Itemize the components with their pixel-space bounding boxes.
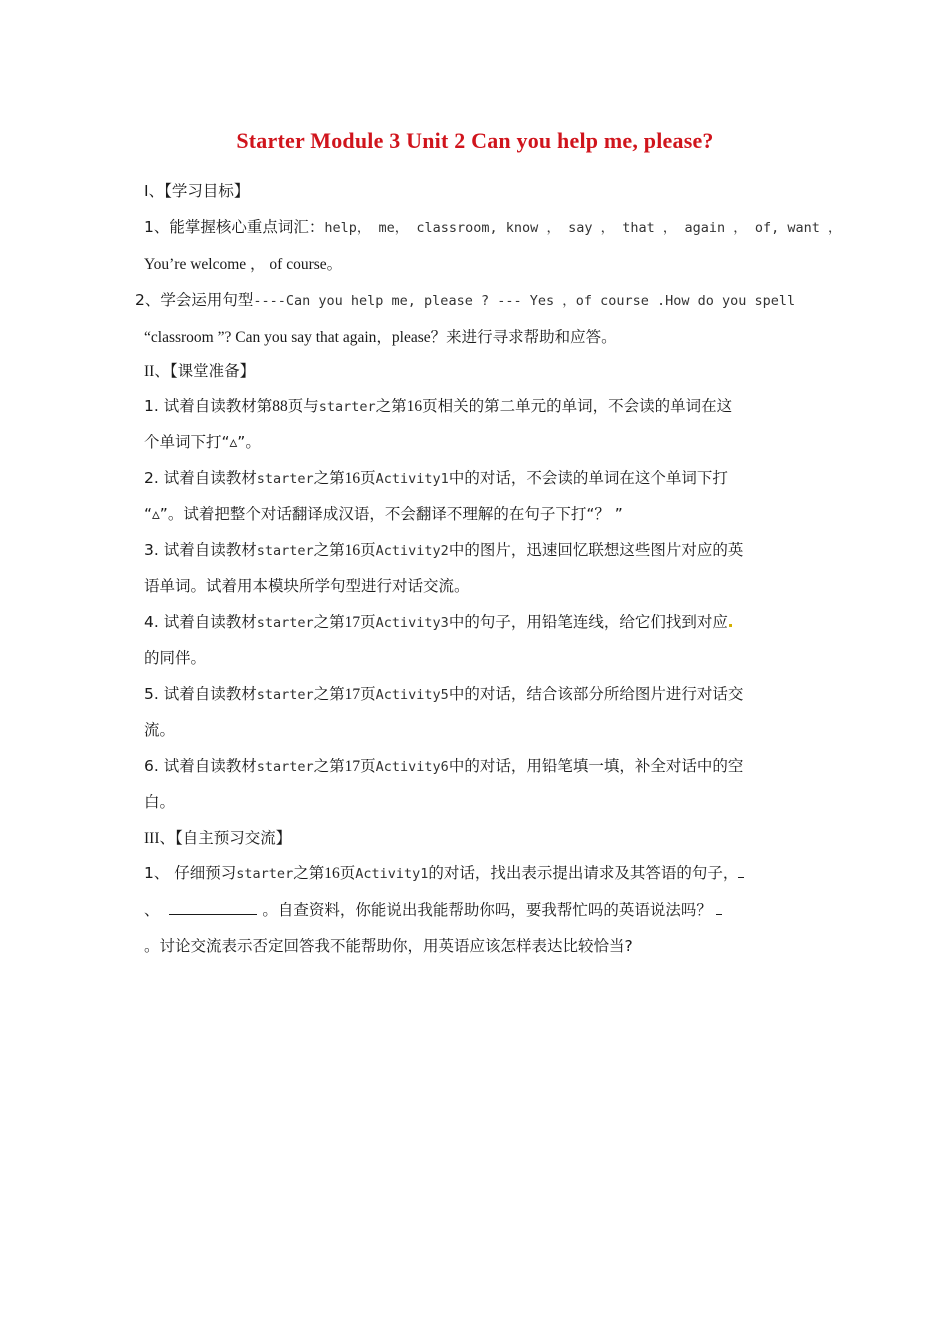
activity-name: Activity5 xyxy=(375,687,449,703)
book-name: starter xyxy=(256,615,314,631)
section-heading-text: III、【自主预习交流】 xyxy=(144,830,292,847)
prep-item-3-cont xyxy=(144,574,814,598)
prep-item-1 xyxy=(144,394,814,419)
prep-item-6-cont xyxy=(144,790,814,814)
activity-name: Activity1 xyxy=(375,471,449,487)
prep-text: 4. 试着自读教材 xyxy=(144,613,257,631)
book-name: starter xyxy=(236,866,294,882)
prep-text: 6. 试着自读教材 xyxy=(144,757,257,775)
self-study-item-1-cont2 xyxy=(144,934,814,958)
vocab-list-cont: You’re welcome ， of course xyxy=(144,256,327,273)
page-number: 17 xyxy=(344,686,361,703)
question-text: 、 xyxy=(144,901,160,919)
page-number: 16 xyxy=(406,398,423,415)
activity-name: Activity2 xyxy=(375,543,449,559)
answer-blank[interactable] xyxy=(169,899,257,915)
activity-name: Activity3 xyxy=(375,615,449,631)
prep-text: 中的对话，不会读的单词在这个单词下打 xyxy=(448,469,728,487)
prep-text: 之第 xyxy=(313,613,345,631)
activity-name: Activity1 xyxy=(355,866,429,882)
activity-name: Activity6 xyxy=(375,759,449,775)
prep-text: 2. 试着自读教材 xyxy=(144,469,257,487)
prep-item-2 xyxy=(144,466,814,491)
prep-text: 页相关的第二单元的单词，不会读的单词在这 xyxy=(422,397,733,415)
section-heading-preparation xyxy=(144,359,814,384)
page-number: 88 xyxy=(272,398,288,415)
book-name: starter xyxy=(256,543,314,559)
book-name: starter xyxy=(318,399,376,415)
prep-item-4-cont xyxy=(144,646,814,670)
prep-item-1-cont xyxy=(144,430,814,454)
page-number: 17 xyxy=(344,758,361,775)
prep-text: 页 xyxy=(360,685,376,703)
sentence-patterns: ----Can you help me, please ? --- Yes ，of course .How do you spell xyxy=(253,293,796,309)
page-number: 16 xyxy=(344,470,361,487)
question-text: 的对话，找出表示提出请求及其答语的句子， xyxy=(428,864,739,882)
prep-text: 之第 xyxy=(313,685,345,703)
prep-item-3 xyxy=(144,538,814,563)
book-name: starter xyxy=(256,687,314,703)
prep-text: 之第 xyxy=(313,757,345,775)
prep-text: 页 xyxy=(360,541,376,559)
goal-item-prefix: 1、能掌握核心重点词汇： xyxy=(144,218,325,236)
self-study-item-1-cont xyxy=(144,898,814,922)
prep-item-5 xyxy=(144,682,814,707)
prep-text: 5. 试着自读教材 xyxy=(144,685,257,703)
goal-item-end: 来进行寻求帮助和应答。 xyxy=(446,328,617,346)
page-number: 17 xyxy=(344,614,361,631)
prep-text: 页 xyxy=(360,469,376,487)
sentence-patterns-cont: “classroom ”? Can you say that again，please？ xyxy=(144,329,447,346)
prep-text: 中的对话，结合该部分所给图片进行对话交 xyxy=(448,685,744,703)
section-heading-goals xyxy=(144,179,814,203)
prep-text: 的同伴。 xyxy=(144,649,207,667)
section-heading-self-study xyxy=(144,826,814,851)
prep-text: 1. 试着自读教材第 xyxy=(144,397,273,415)
goal-item-2-cont xyxy=(144,325,814,350)
prep-text: 页与 xyxy=(287,397,319,415)
prep-text: 中的对话，用铅笔填一填，补全对话中的空 xyxy=(448,757,744,775)
question-text: 页 xyxy=(339,864,356,882)
prep-item-4 xyxy=(144,610,814,635)
prep-text: 之第 xyxy=(375,397,407,415)
prep-text: 中的图片，迅速回忆联想这些图片对应的英 xyxy=(448,541,744,559)
question-text: 。自查资料，你能说出我能帮助你吗，要我帮忙吗的英语说法吗？ xyxy=(262,901,712,919)
prep-text: 之第 xyxy=(313,469,345,487)
section-heading-text: I、【学习目标】 xyxy=(144,182,250,200)
goal-item-1 xyxy=(144,215,842,240)
vocab-list: help， me， classroom, know ， say ， that ， again ， of, want ， xyxy=(324,220,842,236)
highlight-dot xyxy=(729,624,732,627)
page-number: 16 xyxy=(324,865,340,882)
prep-item-5-cont xyxy=(144,718,814,742)
prep-text: 之第 xyxy=(313,541,345,559)
goal-item-2 xyxy=(135,288,805,313)
section-heading-text: II、【课堂准备】 xyxy=(144,363,256,380)
goal-item-1-cont xyxy=(144,252,814,277)
prep-item-2-cont xyxy=(144,502,814,526)
prep-text: 个单词下打“▵”。 xyxy=(144,433,261,451)
prep-text: 页 xyxy=(360,613,376,631)
question-text: 1、 仔细预习 xyxy=(144,864,237,882)
prep-text: 语单词。试着用本模块所学句型进行对话交流。 xyxy=(144,577,470,595)
answer-blank[interactable] xyxy=(716,899,722,915)
page-number: 16 xyxy=(344,542,361,559)
goal-item-prefix: 2、学会运用句型 xyxy=(135,291,254,309)
prep-text: 3. 试着自读教材 xyxy=(144,541,257,559)
prep-text: “▵”。试着把整个对话翻译成汉语，不会翻译不理解的在句子下打“？ ” xyxy=(144,505,623,523)
book-name: starter xyxy=(256,471,314,487)
prep-text: 白。 xyxy=(144,793,176,811)
self-study-item-1 xyxy=(144,861,814,886)
prep-text: 流。 xyxy=(144,721,176,739)
vocab-end: 。 xyxy=(326,255,343,273)
prep-text: 页 xyxy=(360,757,376,775)
prep-item-6 xyxy=(144,754,814,779)
question-text: 之第 xyxy=(293,864,325,882)
book-name: starter xyxy=(256,759,314,775)
question-text: 。讨论交流表示否定回答我不能帮助你，用英语应该怎样表达比较恰当? xyxy=(144,937,633,955)
document-title: Starter Module 3 Unit 2 Can you help me, please? xyxy=(236,128,714,153)
answer-blank[interactable] xyxy=(738,862,744,878)
prep-text: 中的句子，用铅笔连线，给它们找到对应 xyxy=(448,613,728,631)
